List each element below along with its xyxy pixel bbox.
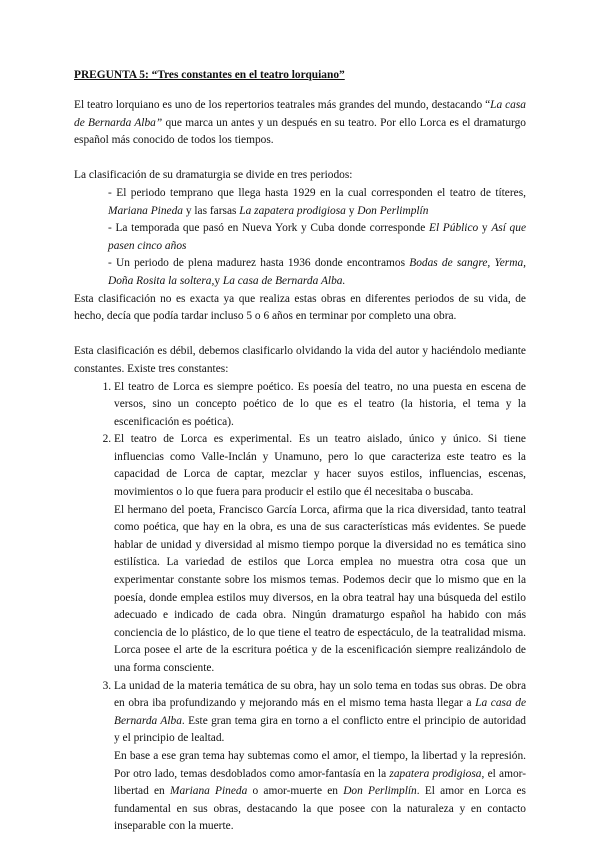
period-2-text-b: y <box>478 222 492 235</box>
period-item-3 <box>74 255 526 290</box>
page-title: PREGUNTA 5: “Tres constantes en el teatro lorquiano” <box>74 69 345 81</box>
constant-3-p2-text-a: En base a ese gran tema hay subtemas como el amor, el tiempo, la libertad y la represión. Por otro lado, temas desdoblados como amor-fantasía en la <box>114 749 526 780</box>
period-1-text-c: y <box>345 204 358 217</box>
constant-3-p2-text-c: o amor-muerte en <box>247 785 344 798</box>
intro-work-title: La casa de Bernarda Alba” <box>74 99 526 129</box>
constant-item-3 <box>114 678 526 836</box>
constant-2-paragraph-2: El hermano del poeta, Francisco García Lorca, afirma que la rica diversidad, tanto teatral como poética, que hay en la obra, es una de sus características más evidentes. Se puede hablar de unidad y diversidad al mismo tiempo porque la diversidad no es temática sino estilística. La variedad de estilos que Lorca emplea no muestra otra cosa que un experimentar constante sobre los mismos temas. Podemos decir que lo mismo que en la poesía, donde emplea estilos muy diversos, en la obra teatral hay una búsqueda del estilo adecuado e indicado de cada obra. Ningún dramaturgo español ha habido con más conciencia de lo plástico, de lo que tiene el teatro de espectáculo, de la teatralidad misma. Lorca posee el arte de la escritura poética y de la escenificación siempre realizándolo de una forma consciente. <box>114 503 526 674</box>
intro-text-b: que marca un antes y un después en su teatro. Por ello Lorca es el dramaturgo español más conocido de todos los tiempos. <box>74 116 527 147</box>
period-item-2 <box>74 220 526 255</box>
spacer <box>74 150 526 168</box>
period-1-work-3: Don Perlimplín <box>357 204 429 217</box>
period-1-text-b: y las farsas <box>182 204 240 217</box>
period-1-text-a: - El periodo temprano que llega hasta 1929 en la cual corresponden el teatro de títeres, <box>108 186 526 199</box>
constants-intro: Esta clasificación es débil, debemos clasificarlo olvidando la vida del autor y haciéndolo mediante constantes. Existe tres constantes: <box>74 345 526 375</box>
period-3-work-1: Bodas de sangre, Yerma, Doña Rosita la soltera, <box>108 257 526 287</box>
period-1-work-2: La zapatera prodigiosa <box>239 204 346 217</box>
constants-list <box>74 379 526 836</box>
periods-note: Esta clasificación no es exacta ya que realiza estas obras en diferentes periodos de su vida, de hecho, decía que podía tardar incluso 5 o 6 años en terminar por completo una obra. <box>74 292 526 323</box>
period-3-work-2: La casa de Bernarda Alba. <box>222 274 346 287</box>
period-item-1 <box>74 185 526 220</box>
period-2-text-a: - La temporada que pasó en Nueva York y Cuba donde corresponde <box>108 222 429 235</box>
constant-2-paragraph-1: 2. El teatro de Lorca es experimental. Es un teatro aislado, único y único. Si tiene influencias como Valle-Inclán y Unamuno, pero lo que caracteriza este teatro es la capacidad de Lorca de captar, mezclar y hacer suyos estilos, influencias, escenas, movimientos o lo que fuera para producir el estilo que él necesitaba o buscaba. <box>114 433 526 499</box>
constant-3-text-b: . Este gran tema gira en torno a el conflicto entre el principio de autoridad y el principio de lealtad. <box>114 714 526 745</box>
constant-3-p2-work-3: Don Perlimplín <box>343 785 417 798</box>
intro-text-a: El teatro lorquiano es uno de los repertorios teatrales más grandes del mundo, destacando “ <box>74 99 491 111</box>
constant-3-p2-text-d: . El amor en Lorca es fundamental en sus obras, destacando la que posee con la naturaleza y en contacto inseparable con la muerte. <box>114 785 526 833</box>
periods-intro: La clasificación de su dramaturgia se divide en tres periodos: <box>74 169 353 182</box>
spacer <box>74 326 526 344</box>
period-3-text-b: y <box>214 274 223 287</box>
period-1-work-1: Mariana Pineda <box>108 204 183 217</box>
constant-3-paragraph-1 <box>114 678 526 748</box>
constant-3-p2-text-b: , el amor-libertad en <box>114 767 526 798</box>
constant-3-paragraph-2 <box>114 748 526 836</box>
constant-item-1 <box>114 379 526 432</box>
constant-3-p2-work-1: zapatera prodigiosa <box>389 767 482 780</box>
constant-1-text: 1. El teatro de Lorca es siempre poético. Es poesía del teatro, no una puesta en escena de versos, sino un concepto poético de lo que es el teatro (la historia, el tema y la escenificación es poética). <box>114 380 526 428</box>
constant-3-text-a: La unidad de la materia temática de su obra, hay un solo tema en todas sus obras. De obra en obra iba profundizando y mejorando más en el mismo tema hasta llegar a <box>114 679 526 710</box>
constant-item-2 <box>114 431 526 677</box>
intro-paragraph <box>74 97 526 150</box>
period-2-work-1: El Público <box>428 222 479 235</box>
period-2-work-2: Así que pasen cinco años <box>108 222 526 252</box>
constant-3-work: La casa de Bernarda Alba <box>114 697 527 727</box>
period-3-text-a: - Un periodo de plena madurez hasta 1936 donde encontramos <box>108 257 410 270</box>
constant-3-p2-work-2: Mariana Pineda <box>169 785 248 798</box>
